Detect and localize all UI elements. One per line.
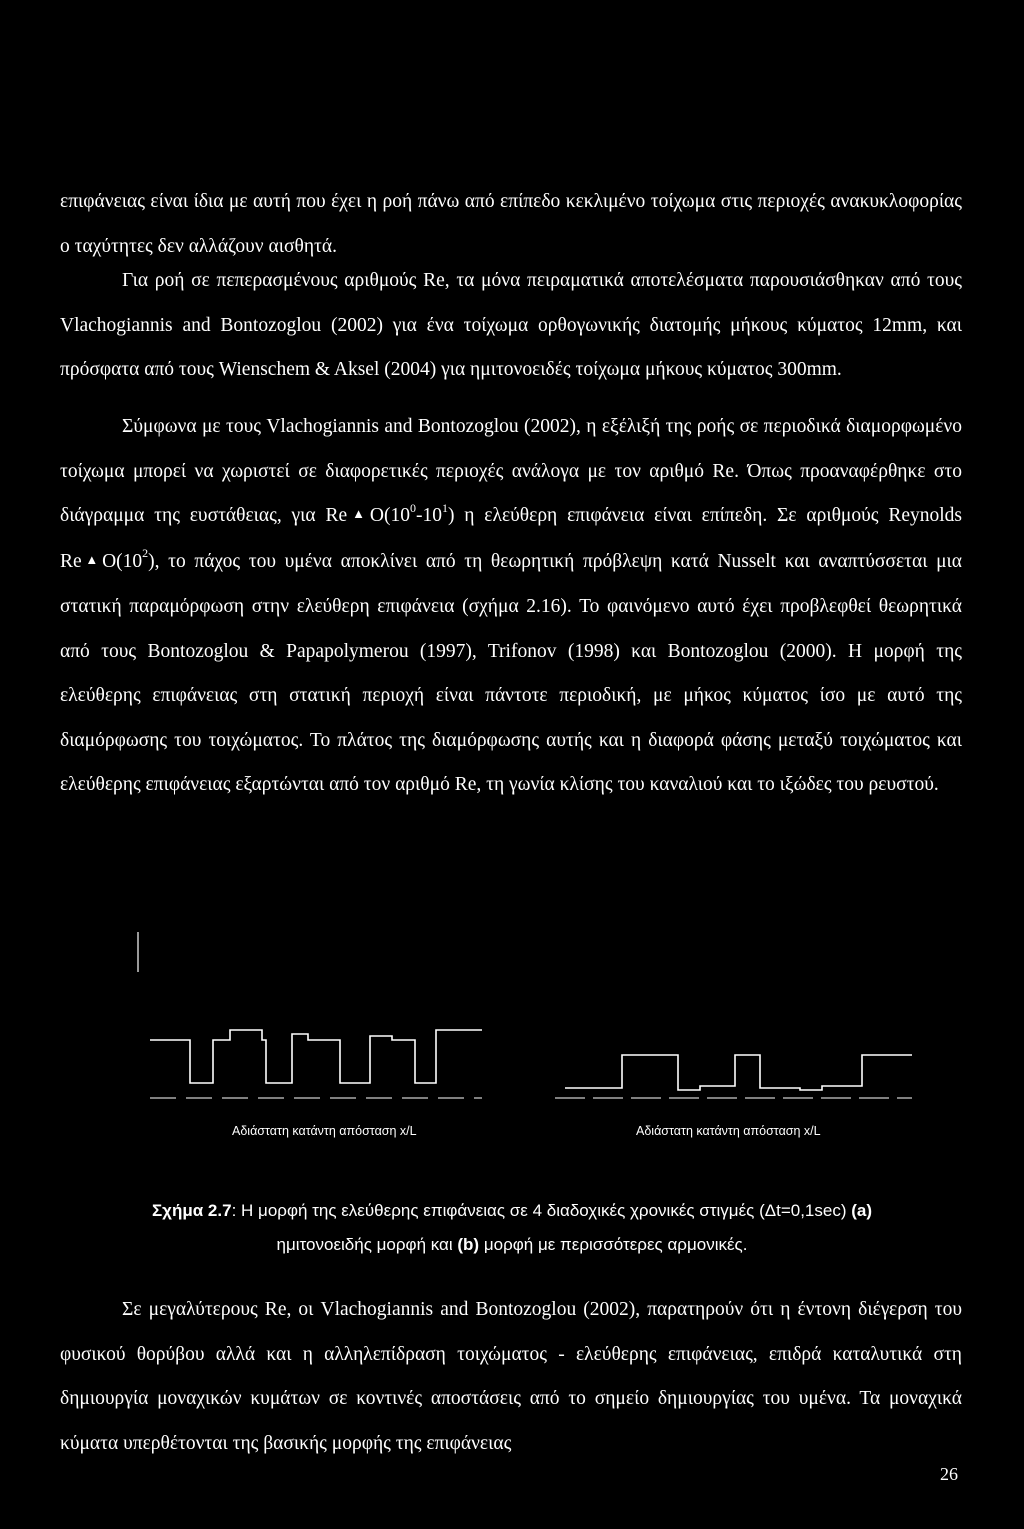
caption-text-3: μορφή με περισσότερες αρμονικές. xyxy=(479,1235,748,1254)
figure-waveforms xyxy=(0,900,1024,1160)
paragraph-continuation-text: επιφάνειας είναι ίδια με αυτή που έχει η ροή πάνω από επίπεδο κεκλιμένο τοίχωμα στις περιοχές ανακυκλοφορίας ο ταχύτητες δεν αλλάζουν αισθητά. xyxy=(60,191,962,257)
triangle-symbol: ▲ xyxy=(347,506,370,521)
paragraph-regions-text-2: O(10 xyxy=(369,505,410,526)
paragraph-finite-re-text: Για ροή σε πεπερασμένους αριθμούς Re, τα μόνα πειραματικά αποτελέσματα παρουσιάσθηκαν από τους Vlachogiannis and Bontozoglou (2002) για ένα τοίχωμα ορθογωνικής διατομής μήκους κύματος 12mm, και πρόσφατα από τους Wienschem & Aksel (2004) για ημιτονοειδές τοίχωμα μήκους κύματος 300mm. xyxy=(60,270,962,380)
paragraph-continuation xyxy=(60,180,962,269)
superscript: 1 xyxy=(441,500,448,515)
page-number: 26 xyxy=(940,1464,958,1484)
caption-prefix: Σχήμα 2.7 xyxy=(151,1201,232,1220)
figure-area xyxy=(0,900,1024,1160)
paragraph-regions-text-6: ), το πάχος του υμένα αποκλίνει από τη θεωρητική πρόβλεψη κατά Nusselt και αναπτύσσεται μια στατική παραμόρφωση στην ελεύθερη επιφάνεια (σχήμα 2.16). Το φαινόμενο αυτό έχει προβλεφθεί θεωρητικά από τους Bontozoglou & Papapolymerou (1997), Trifonov (1998) και Bontozoglou (2000). Η μορφή της ελεύθερης επιφάνειας στη στατική περιοχή είναι πάντοτε περιοδική, με μήκος κύματος ίσο με αυτό της διαμόρφωσης του τοιχώματος. Το πλάτος της διαμόρφωσης αυτής και η διαφορά φάσης μεταξύ τοιχώματος και ελεύθερης επιφάνειας εξαρτώνται από τον αριθμό Re, τη γωνία κλίσης του καναλιού και το ιξώδες του ρευστού. xyxy=(60,550,962,795)
caption-text-2: ημιτονοειδής μορφή και xyxy=(276,1235,458,1254)
paragraph-regions-text-4: ) η ελεύθερη επιφάνεια είναι επίπεδη. Σε αριθμούς Reynolds Re xyxy=(60,505,962,572)
x-axis-label-b: Αδιάστατη κατάντη απόσταση x/L xyxy=(636,1124,821,1138)
caption-text-1: : Η μορφή της ελεύθερης επιφάνειας σε 4 διαδοχικές χρονικές στιγμές (Δt=0,1sec) xyxy=(231,1201,852,1220)
superscript: 2 xyxy=(142,546,149,560)
paragraph-regions xyxy=(60,405,962,808)
paragraph-higher-re-text: Σε μεγαλύτερους Re, οι Vlachogiannis and Bontozoglou (2002), παρατηρούν ότι η έντονη διέγερση του φυσικού θορύβου αλλά και η αλληλεπίδραση τοιχώματος - ελεύθερης επιφάνειας, επιδρά καταλυτικά στη δημιουργία μοναχικών κυμάτων σε κοντινές αποστάσεις από το σημείο δημιουργίας του υμένα. Τα μοναχικά κύματα υπερθέτονται της βασικής μορφής της επιφάνειας xyxy=(60,1299,962,1454)
paragraph-regions-text-1: Σύμφωνα με τους Vlachogiannis and Bontozoglou (2002), η εξέλιξή της ροής σε περιοδικά διαμορφωμένο τοίχωμα μπορεί να χωριστεί σε διαφορετικές περιοχές ανάλογα με τον αριθμό Re. Όπως προαναφέρθηκε στο διάγραμμα της ευστάθειας, για Re xyxy=(60,416,962,526)
triangle-symbol: ▲ xyxy=(81,551,103,567)
paragraph-regions-text-3: -10 xyxy=(415,505,442,526)
paragraph-regions-text-5: O(10 xyxy=(102,550,143,572)
x-axis-label-a: Αδιάστατη κατάντη απόσταση x/L xyxy=(232,1124,417,1138)
waveform-b-wall xyxy=(565,1055,912,1090)
figure-caption xyxy=(60,1194,964,1262)
superscript: 0 xyxy=(409,500,416,515)
waveform-a-wall xyxy=(150,1030,482,1083)
paragraph-higher-re xyxy=(60,1288,962,1466)
caption-a: (a) xyxy=(851,1201,873,1220)
caption-b: (b) xyxy=(457,1235,480,1254)
paragraph-finite-re xyxy=(60,259,962,393)
